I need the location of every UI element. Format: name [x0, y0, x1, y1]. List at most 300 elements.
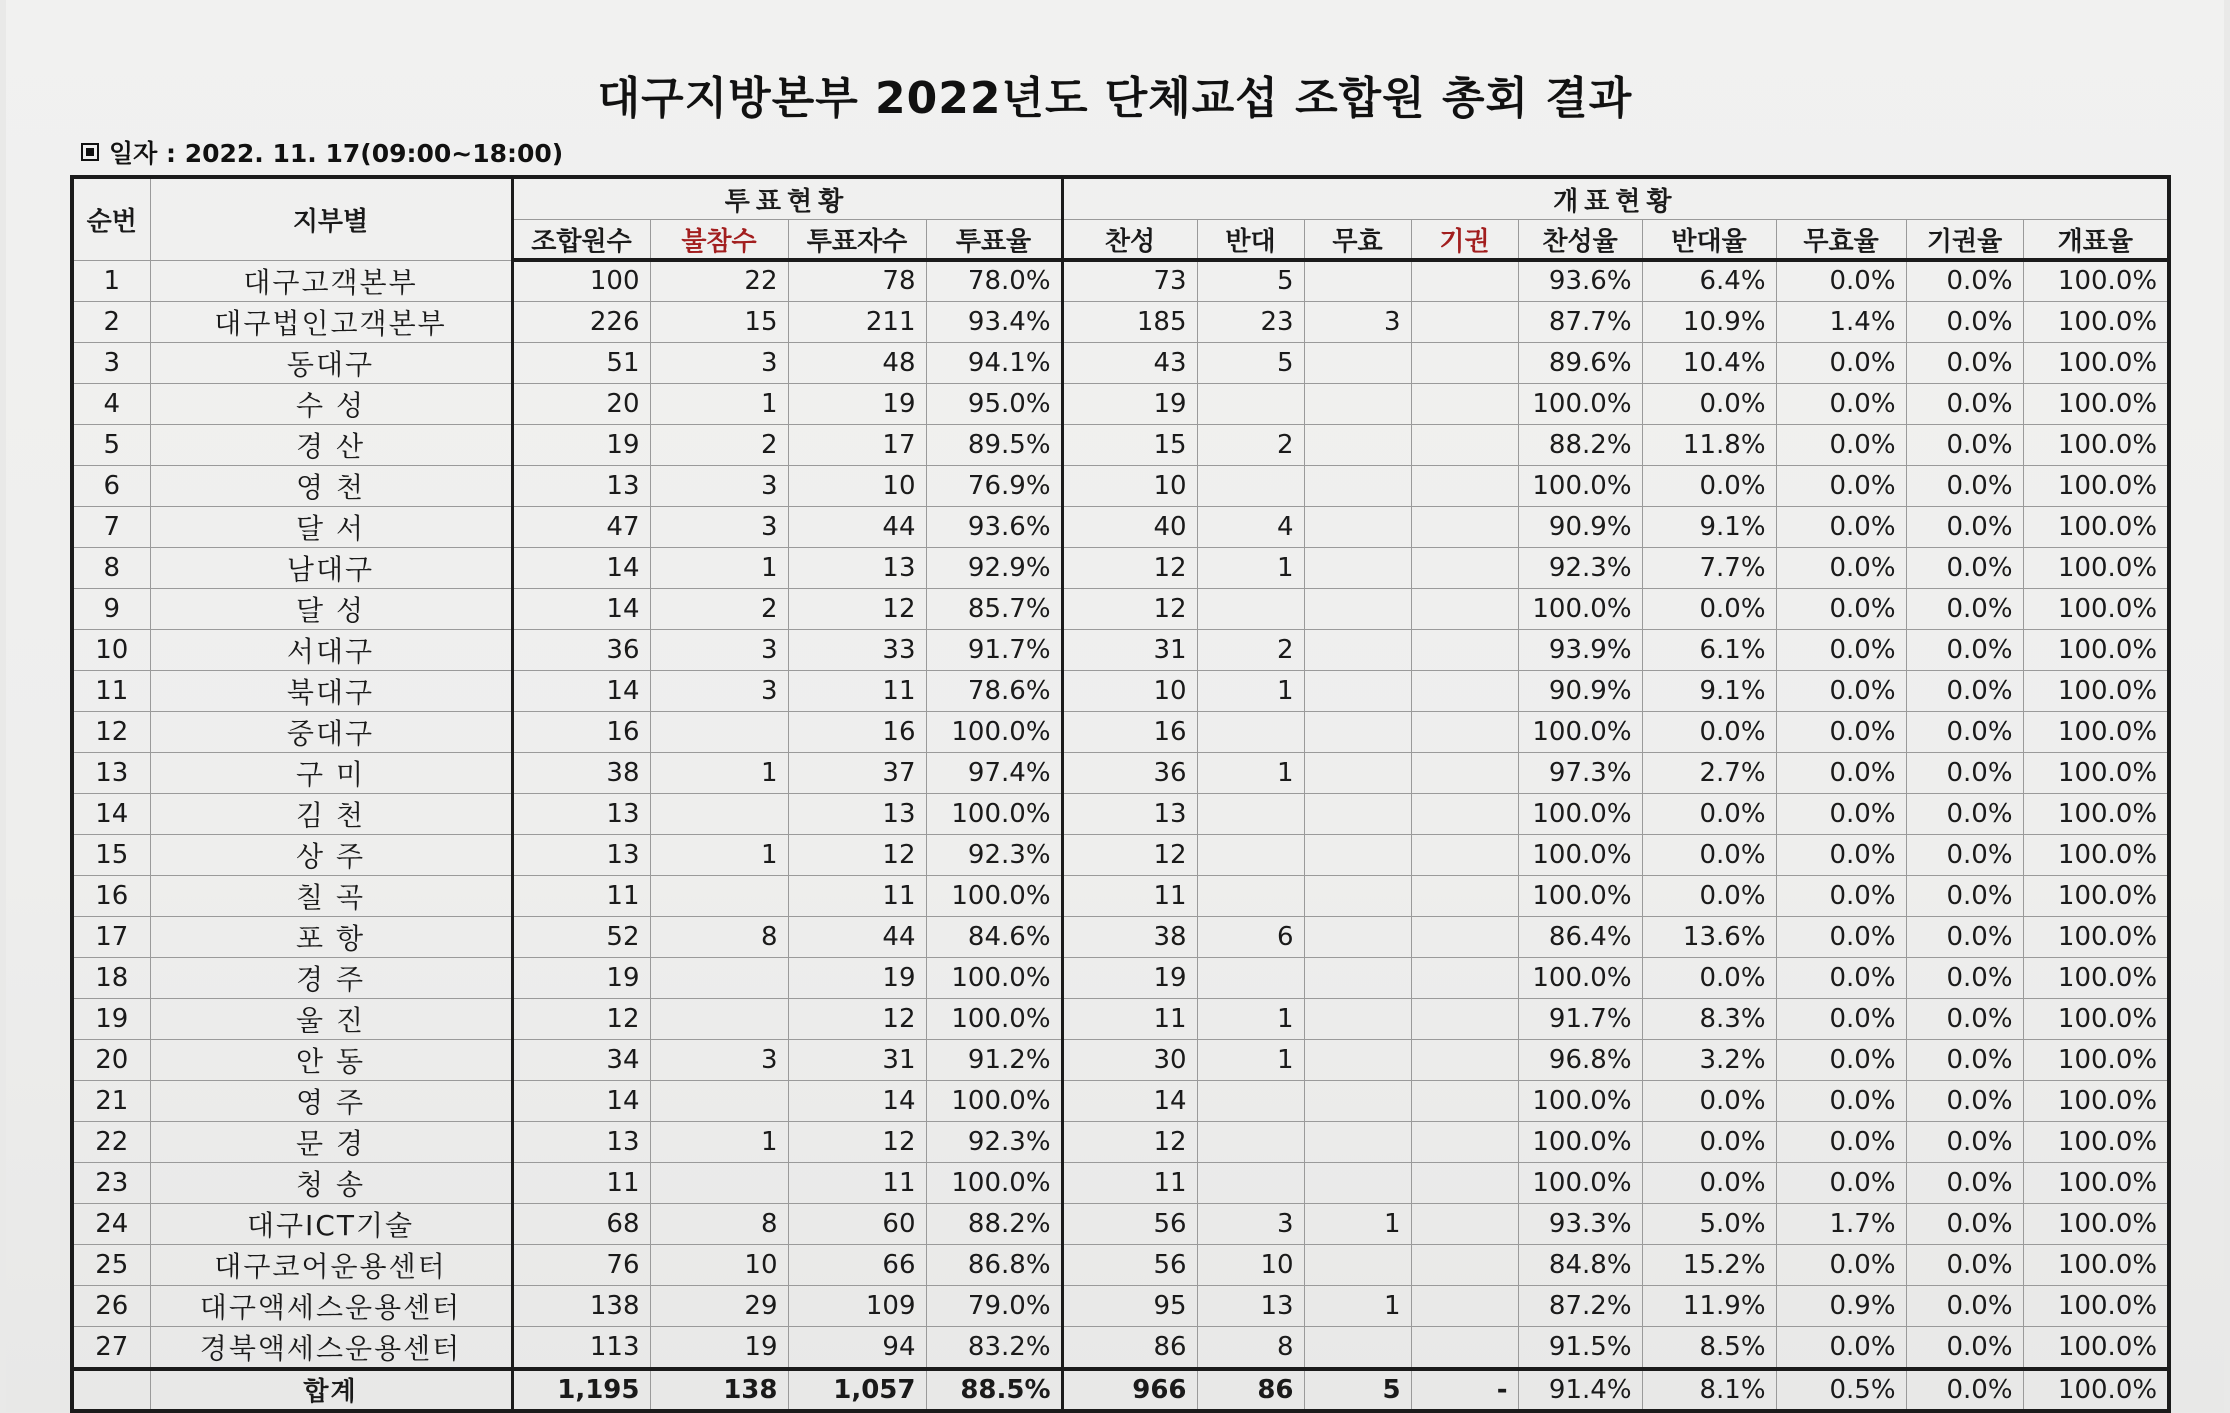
cell-voters: 12: [788, 834, 926, 875]
cell-abstain: [1411, 547, 1518, 588]
cell-abstain-rate: 0.0%: [1906, 383, 2023, 424]
table-row: [72, 793, 2169, 834]
cell-yes-rate: 100.0%: [1518, 834, 1642, 875]
cell-abstain: [1411, 793, 1518, 834]
cell-no: 6: [72, 465, 150, 506]
table-row: [72, 752, 2169, 793]
cell-abstain: [1411, 1039, 1518, 1080]
cell-absent: 1: [650, 1121, 788, 1162]
cell-invalid: [1304, 916, 1411, 957]
cell-abstain-rate: 0.0%: [1906, 1121, 2023, 1162]
cell-no-vote: [1197, 1080, 1304, 1121]
cell-count-rate: 100.0%: [2023, 383, 2169, 424]
cell-yes-rate: 100.0%: [1518, 711, 1642, 752]
cell-no: 15: [72, 834, 150, 875]
cell-no-rate: 11.9%: [1642, 1285, 1776, 1326]
cell-no-rate: 8.5%: [1642, 1326, 1776, 1369]
cell-abstain-rate: 0.0%: [1906, 547, 2023, 588]
table-row: [72, 916, 2169, 957]
cell-abstain-rate: 0.0%: [1906, 1039, 2023, 1080]
cell-members: 113: [512, 1326, 650, 1369]
cell-invalid-rate: 0.0%: [1776, 875, 1906, 916]
cell-abstain-rate: 0.0%: [1906, 301, 2023, 342]
cell-no: 14: [72, 793, 150, 834]
cell-yes: 16: [1062, 711, 1197, 752]
cell-no-vote: [1197, 711, 1304, 752]
cell-members: 36: [512, 629, 650, 670]
cell-count-rate: 100.0%: [2023, 1326, 2169, 1369]
cell-abstain-rate: 0.0%: [1906, 834, 2023, 875]
cell-abstain-rate: 0.0%: [1906, 1080, 2023, 1121]
cell-yes-rate: 100.0%: [1518, 588, 1642, 629]
cell-absent: 3: [650, 629, 788, 670]
table-row: [72, 670, 2169, 711]
cell-absent: 19: [650, 1326, 788, 1369]
cell-no: 11: [72, 670, 150, 711]
col-header-abstain: 기권: [1411, 220, 1518, 261]
cell-no-vote: 1: [1197, 752, 1304, 793]
cell-invalid-rate: 0.0%: [1776, 1326, 1906, 1369]
cell-voters: 12: [788, 588, 926, 629]
cell-invalid: [1304, 1326, 1411, 1369]
cell-absent: 10: [650, 1244, 788, 1285]
cell-no-rate: 6.1%: [1642, 629, 1776, 670]
cell-yes-rate: 90.9%: [1518, 670, 1642, 711]
cell-count-rate: 100.0%: [2023, 1244, 2169, 1285]
cell-abstain: [1411, 1162, 1518, 1203]
cell-absent: 2: [650, 424, 788, 465]
cell-abstain: [1411, 1244, 1518, 1285]
cell-yes-rate: 90.9%: [1518, 506, 1642, 547]
cell-members: 13: [512, 834, 650, 875]
cell-abstain-rate: 0.0%: [1906, 916, 2023, 957]
table-row: [72, 875, 2169, 916]
cell-invalid-rate: 0.0%: [1776, 547, 1906, 588]
col-header-yes-rate: 찬성율: [1518, 220, 1642, 261]
cell-branch: 경 주: [150, 957, 512, 998]
cell-absent: [650, 793, 788, 834]
cell-abstain: [1411, 916, 1518, 957]
cell-abstain-rate: 0.0%: [1906, 629, 2023, 670]
cell-count-rate: 100.0%: [2023, 1285, 2169, 1326]
cell-no-rate: 0.0%: [1642, 1121, 1776, 1162]
cell-abstain: [1411, 875, 1518, 916]
cell-members: 12: [512, 998, 650, 1039]
cell-no: 21: [72, 1080, 150, 1121]
cell-abstain-rate: 0.0%: [1906, 998, 2023, 1039]
total-row: [72, 1369, 2169, 1411]
cell-yes: 40: [1062, 506, 1197, 547]
cell-abstain-rate: 0.0%: [1906, 465, 2023, 506]
cell-turnout: 92.3%: [926, 1121, 1062, 1162]
table-row: [72, 342, 2169, 383]
cell-voters: 14: [788, 1080, 926, 1121]
cell-no-vote: 1: [1197, 998, 1304, 1039]
cell-no: 1: [72, 260, 150, 301]
total-invalid: 5: [1304, 1369, 1411, 1411]
table-row: [72, 998, 2169, 1039]
cell-members: 13: [512, 793, 650, 834]
cell-count-rate: 100.0%: [2023, 1121, 2169, 1162]
cell-branch: 문 경: [150, 1121, 512, 1162]
cell-invalid-rate: 0.0%: [1776, 916, 1906, 957]
col-header-abstain-rate: 기권율: [1906, 220, 2023, 261]
cell-abstain-rate: 0.0%: [1906, 752, 2023, 793]
cell-abstain: [1411, 711, 1518, 752]
cell-absent: [650, 1080, 788, 1121]
cell-absent: 1: [650, 752, 788, 793]
cell-voters: 17: [788, 424, 926, 465]
cell-no: 16: [72, 875, 150, 916]
cell-abstain-rate: 0.0%: [1906, 342, 2023, 383]
cell-members: 52: [512, 916, 650, 957]
col-header-members: 조합원수: [512, 220, 650, 261]
table-row: [72, 260, 2169, 301]
cell-yes: 56: [1062, 1203, 1197, 1244]
cell-yes-rate: 93.6%: [1518, 260, 1642, 301]
cell-voters: 44: [788, 506, 926, 547]
date-line: [81, 134, 563, 170]
cell-abstain: [1411, 588, 1518, 629]
cell-yes: 10: [1062, 670, 1197, 711]
cell-absent: 3: [650, 506, 788, 547]
cell-no: 20: [72, 1039, 150, 1080]
cell-abstain-rate: 0.0%: [1906, 1326, 2023, 1369]
table-row: [72, 1039, 2169, 1080]
cell-no: 13: [72, 752, 150, 793]
cell-yes-rate: 100.0%: [1518, 875, 1642, 916]
cell-invalid-rate: 0.0%: [1776, 670, 1906, 711]
cell-invalid-rate: 0.0%: [1776, 1162, 1906, 1203]
page-title: 대구지방본부 2022년도 단체교섭 조합원 총회 결과: [597, 73, 1633, 124]
cell-members: 34: [512, 1039, 650, 1080]
cell-abstain: [1411, 834, 1518, 875]
cell-invalid-rate: 0.0%: [1776, 260, 1906, 301]
cell-no-vote: 1: [1197, 547, 1304, 588]
cell-absent: [650, 1162, 788, 1203]
cell-turnout: 92.9%: [926, 547, 1062, 588]
cell-members: 13: [512, 1121, 650, 1162]
cell-voters: 31: [788, 1039, 926, 1080]
cell-abstain-rate: 0.0%: [1906, 1285, 2023, 1326]
cell-branch: 대구법인고객본부: [150, 301, 512, 342]
cell-no: 18: [72, 957, 150, 998]
cell-absent: [650, 957, 788, 998]
cell-count-rate: 100.0%: [2023, 1039, 2169, 1080]
cell-abstain-rate: 0.0%: [1906, 670, 2023, 711]
cell-members: 14: [512, 1080, 650, 1121]
cell-turnout: 78.6%: [926, 670, 1062, 711]
cell-invalid: [1304, 260, 1411, 301]
table-row: [72, 1244, 2169, 1285]
cell-abstain-rate: 0.0%: [1906, 1244, 2023, 1285]
cell-yes: 185: [1062, 301, 1197, 342]
cell-yes: 12: [1062, 1121, 1197, 1162]
group-header-vote: 투표현황: [512, 177, 1062, 220]
cell-voters: 78: [788, 260, 926, 301]
cell-branch: 안 동: [150, 1039, 512, 1080]
cell-no-rate: 0.0%: [1642, 588, 1776, 629]
cell-no: 7: [72, 506, 150, 547]
col-header-no: 순번: [72, 177, 150, 260]
col-header-count-rate: 개표율: [2023, 220, 2169, 261]
cell-branch: 동대구: [150, 342, 512, 383]
cell-no-rate: 0.0%: [1642, 465, 1776, 506]
cell-invalid: [1304, 629, 1411, 670]
cell-no-vote: 2: [1197, 424, 1304, 465]
cell-invalid: [1304, 711, 1411, 752]
cell-invalid-rate: 0.0%: [1776, 957, 1906, 998]
cell-branch: 대구고객본부: [150, 260, 512, 301]
total-yes-rate: 91.4%: [1518, 1369, 1642, 1411]
cell-no-rate: 13.6%: [1642, 916, 1776, 957]
cell-voters: 44: [788, 916, 926, 957]
cell-absent: 29: [650, 1285, 788, 1326]
cell-no-rate: 2.7%: [1642, 752, 1776, 793]
cell-turnout: 94.1%: [926, 342, 1062, 383]
cell-yes: 31: [1062, 629, 1197, 670]
table-row: [72, 834, 2169, 875]
cell-abstain-rate: 0.0%: [1906, 957, 2023, 998]
cell-abstain: [1411, 301, 1518, 342]
cell-invalid-rate: 0.0%: [1776, 588, 1906, 629]
cell-members: 14: [512, 588, 650, 629]
cell-no-rate: 0.0%: [1642, 957, 1776, 998]
cell-absent: 3: [650, 342, 788, 383]
cell-no-rate: 0.0%: [1642, 383, 1776, 424]
cell-no-rate: 15.2%: [1642, 1244, 1776, 1285]
cell-no-rate: 8.3%: [1642, 998, 1776, 1039]
cell-invalid-rate: 0.0%: [1776, 465, 1906, 506]
cell-invalid-rate: 0.0%: [1776, 1039, 1906, 1080]
cell-absent: 2: [650, 588, 788, 629]
cell-no-rate: 5.0%: [1642, 1203, 1776, 1244]
cell-turnout: 79.0%: [926, 1285, 1062, 1326]
cell-yes-rate: 100.0%: [1518, 957, 1642, 998]
cell-turnout: 86.8%: [926, 1244, 1062, 1285]
cell-branch: 북대구: [150, 670, 512, 711]
cell-no-vote: 5: [1197, 260, 1304, 301]
cell-branch: 경북액세스운용센터: [150, 1326, 512, 1369]
cell-invalid: [1304, 752, 1411, 793]
cell-turnout: 78.0%: [926, 260, 1062, 301]
cell-members: 20: [512, 383, 650, 424]
cell-yes-rate: 87.2%: [1518, 1285, 1642, 1326]
cell-no-rate: 6.4%: [1642, 260, 1776, 301]
cell-members: 19: [512, 424, 650, 465]
cell-absent: 1: [650, 383, 788, 424]
cell-absent: 8: [650, 1203, 788, 1244]
cell-no-rate: 0.0%: [1642, 711, 1776, 752]
cell-yes: 14: [1062, 1080, 1197, 1121]
cell-voters: 16: [788, 711, 926, 752]
table-row: [72, 957, 2169, 998]
cell-no: 24: [72, 1203, 150, 1244]
cell-no-rate: 11.8%: [1642, 424, 1776, 465]
cell-yes: 13: [1062, 793, 1197, 834]
cell-yes-rate: 97.3%: [1518, 752, 1642, 793]
cell-members: 16: [512, 711, 650, 752]
cell-turnout: 100.0%: [926, 1080, 1062, 1121]
cell-no: 12: [72, 711, 150, 752]
cell-branch: 대구ICT기술: [150, 1203, 512, 1244]
total-yes: 966: [1062, 1369, 1197, 1411]
total-count-rate: 100.0%: [2023, 1369, 2169, 1411]
cell-turnout: 100.0%: [926, 998, 1062, 1039]
cell-invalid: [1304, 1039, 1411, 1080]
cell-turnout: 83.2%: [926, 1326, 1062, 1369]
col-header-no-vote: 반대: [1197, 220, 1304, 261]
cell-turnout: 100.0%: [926, 711, 1062, 752]
cell-abstain-rate: 0.0%: [1906, 424, 2023, 465]
table-row: [72, 588, 2169, 629]
cell-invalid-rate: 0.0%: [1776, 1244, 1906, 1285]
table-row: [72, 506, 2169, 547]
cell-invalid: 1: [1304, 1203, 1411, 1244]
cell-yes: 11: [1062, 875, 1197, 916]
cell-no-rate: 0.0%: [1642, 793, 1776, 834]
cell-absent: [650, 711, 788, 752]
cell-members: 38: [512, 752, 650, 793]
cell-voters: 13: [788, 793, 926, 834]
cell-count-rate: 100.0%: [2023, 998, 2169, 1039]
cell-members: 13: [512, 465, 650, 506]
cell-turnout: 76.9%: [926, 465, 1062, 506]
cell-abstain-rate: 0.0%: [1906, 1203, 2023, 1244]
total-abstain: -: [1411, 1369, 1518, 1411]
cell-voters: 37: [788, 752, 926, 793]
cell-yes-rate: 100.0%: [1518, 1080, 1642, 1121]
cell-yes: 10: [1062, 465, 1197, 506]
cell-voters: 11: [788, 670, 926, 711]
cell-no: 26: [72, 1285, 150, 1326]
cell-invalid-rate: 0.0%: [1776, 342, 1906, 383]
cell-no-rate: 3.2%: [1642, 1039, 1776, 1080]
cell-yes: 12: [1062, 588, 1197, 629]
cell-turnout: 100.0%: [926, 957, 1062, 998]
cell-yes: 12: [1062, 834, 1197, 875]
cell-abstain-rate: 0.0%: [1906, 875, 2023, 916]
cell-yes: 86: [1062, 1326, 1197, 1369]
cell-no-vote: [1197, 875, 1304, 916]
cell-no: 9: [72, 588, 150, 629]
total-turnout: 88.5%: [926, 1369, 1062, 1411]
cell-members: 14: [512, 547, 650, 588]
cell-no: 17: [72, 916, 150, 957]
cell-count-rate: 100.0%: [2023, 547, 2169, 588]
table-row: [72, 383, 2169, 424]
cell-members: 51: [512, 342, 650, 383]
cell-absent: 15: [650, 301, 788, 342]
total-absent: 138: [650, 1369, 788, 1411]
cell-invalid-rate: 0.0%: [1776, 793, 1906, 834]
cell-branch: 달 성: [150, 588, 512, 629]
cell-members: 138: [512, 1285, 650, 1326]
cell-invalid: [1304, 1080, 1411, 1121]
cell-count-rate: 100.0%: [2023, 588, 2169, 629]
cell-no-rate: 0.0%: [1642, 1162, 1776, 1203]
cell-branch: 중대구: [150, 711, 512, 752]
cell-invalid: [1304, 957, 1411, 998]
cell-abstain: [1411, 629, 1518, 670]
cell-count-rate: 100.0%: [2023, 957, 2169, 998]
cell-branch: 김 천: [150, 793, 512, 834]
cell-voters: 13: [788, 547, 926, 588]
total-abstain-rate: 0.0%: [1906, 1369, 2023, 1411]
cell-no-rate: 10.4%: [1642, 342, 1776, 383]
cell-count-rate: 100.0%: [2023, 629, 2169, 670]
cell-absent: 1: [650, 547, 788, 588]
cell-no-vote: [1197, 1121, 1304, 1162]
cell-invalid-rate: 0.0%: [1776, 752, 1906, 793]
cell-count-rate: 100.0%: [2023, 1162, 2169, 1203]
col-header-no-rate: 반대율: [1642, 220, 1776, 261]
cell-no: 5: [72, 424, 150, 465]
cell-invalid: [1304, 342, 1411, 383]
col-header-invalid-rate: 무효율: [1776, 220, 1906, 261]
cell-absent: 22: [650, 260, 788, 301]
cell-yes: 12: [1062, 547, 1197, 588]
cell-no-vote: [1197, 1162, 1304, 1203]
total-label: 합계: [150, 1369, 512, 1411]
cell-voters: 94: [788, 1326, 926, 1369]
cell-branch: 수 성: [150, 383, 512, 424]
cell-absent: 3: [650, 670, 788, 711]
cell-invalid: [1304, 998, 1411, 1039]
cell-count-rate: 100.0%: [2023, 793, 2169, 834]
cell-turnout: 85.7%: [926, 588, 1062, 629]
cell-count-rate: 100.0%: [2023, 916, 2169, 957]
cell-absent: 8: [650, 916, 788, 957]
cell-turnout: 100.0%: [926, 1162, 1062, 1203]
cell-count-rate: 100.0%: [2023, 506, 2169, 547]
col-header-absent: 불참수: [650, 220, 788, 261]
cell-count-rate: 100.0%: [2023, 260, 2169, 301]
cell-branch: 영 주: [150, 1080, 512, 1121]
cell-members: 11: [512, 875, 650, 916]
table-row: [72, 1162, 2169, 1203]
cell-no-vote: 2: [1197, 629, 1304, 670]
table-row: [72, 1080, 2169, 1121]
cell-invalid: 3: [1304, 301, 1411, 342]
col-header-branch: 지부별: [150, 177, 512, 260]
cell-no: 3: [72, 342, 150, 383]
col-header-invalid: 무효: [1304, 220, 1411, 261]
date-label: 일자 : 2022. 11. 17(09:00~18:00): [109, 139, 564, 168]
cell-yes-rate: 91.7%: [1518, 998, 1642, 1039]
cell-turnout: 97.4%: [926, 752, 1062, 793]
cell-yes-rate: 88.2%: [1518, 424, 1642, 465]
cell-yes-rate: 100.0%: [1518, 793, 1642, 834]
cell-yes-rate: 100.0%: [1518, 1121, 1642, 1162]
table-row: [72, 711, 2169, 752]
cell-voters: 11: [788, 875, 926, 916]
cell-invalid-rate: 0.0%: [1776, 1080, 1906, 1121]
cell-no-vote: 5: [1197, 342, 1304, 383]
cell-no-rate: 9.1%: [1642, 506, 1776, 547]
cell-abstain: [1411, 506, 1518, 547]
cell-voters: 19: [788, 383, 926, 424]
cell-invalid: [1304, 506, 1411, 547]
cell-voters: 10: [788, 465, 926, 506]
cell-no-vote: [1197, 834, 1304, 875]
cell-count-rate: 100.0%: [2023, 711, 2169, 752]
cell-absent: 3: [650, 1039, 788, 1080]
cell-members: 226: [512, 301, 650, 342]
group-header-count: 개표현황: [1062, 177, 2169, 220]
cell-invalid-rate: 0.0%: [1776, 998, 1906, 1039]
cell-invalid: [1304, 1162, 1411, 1203]
